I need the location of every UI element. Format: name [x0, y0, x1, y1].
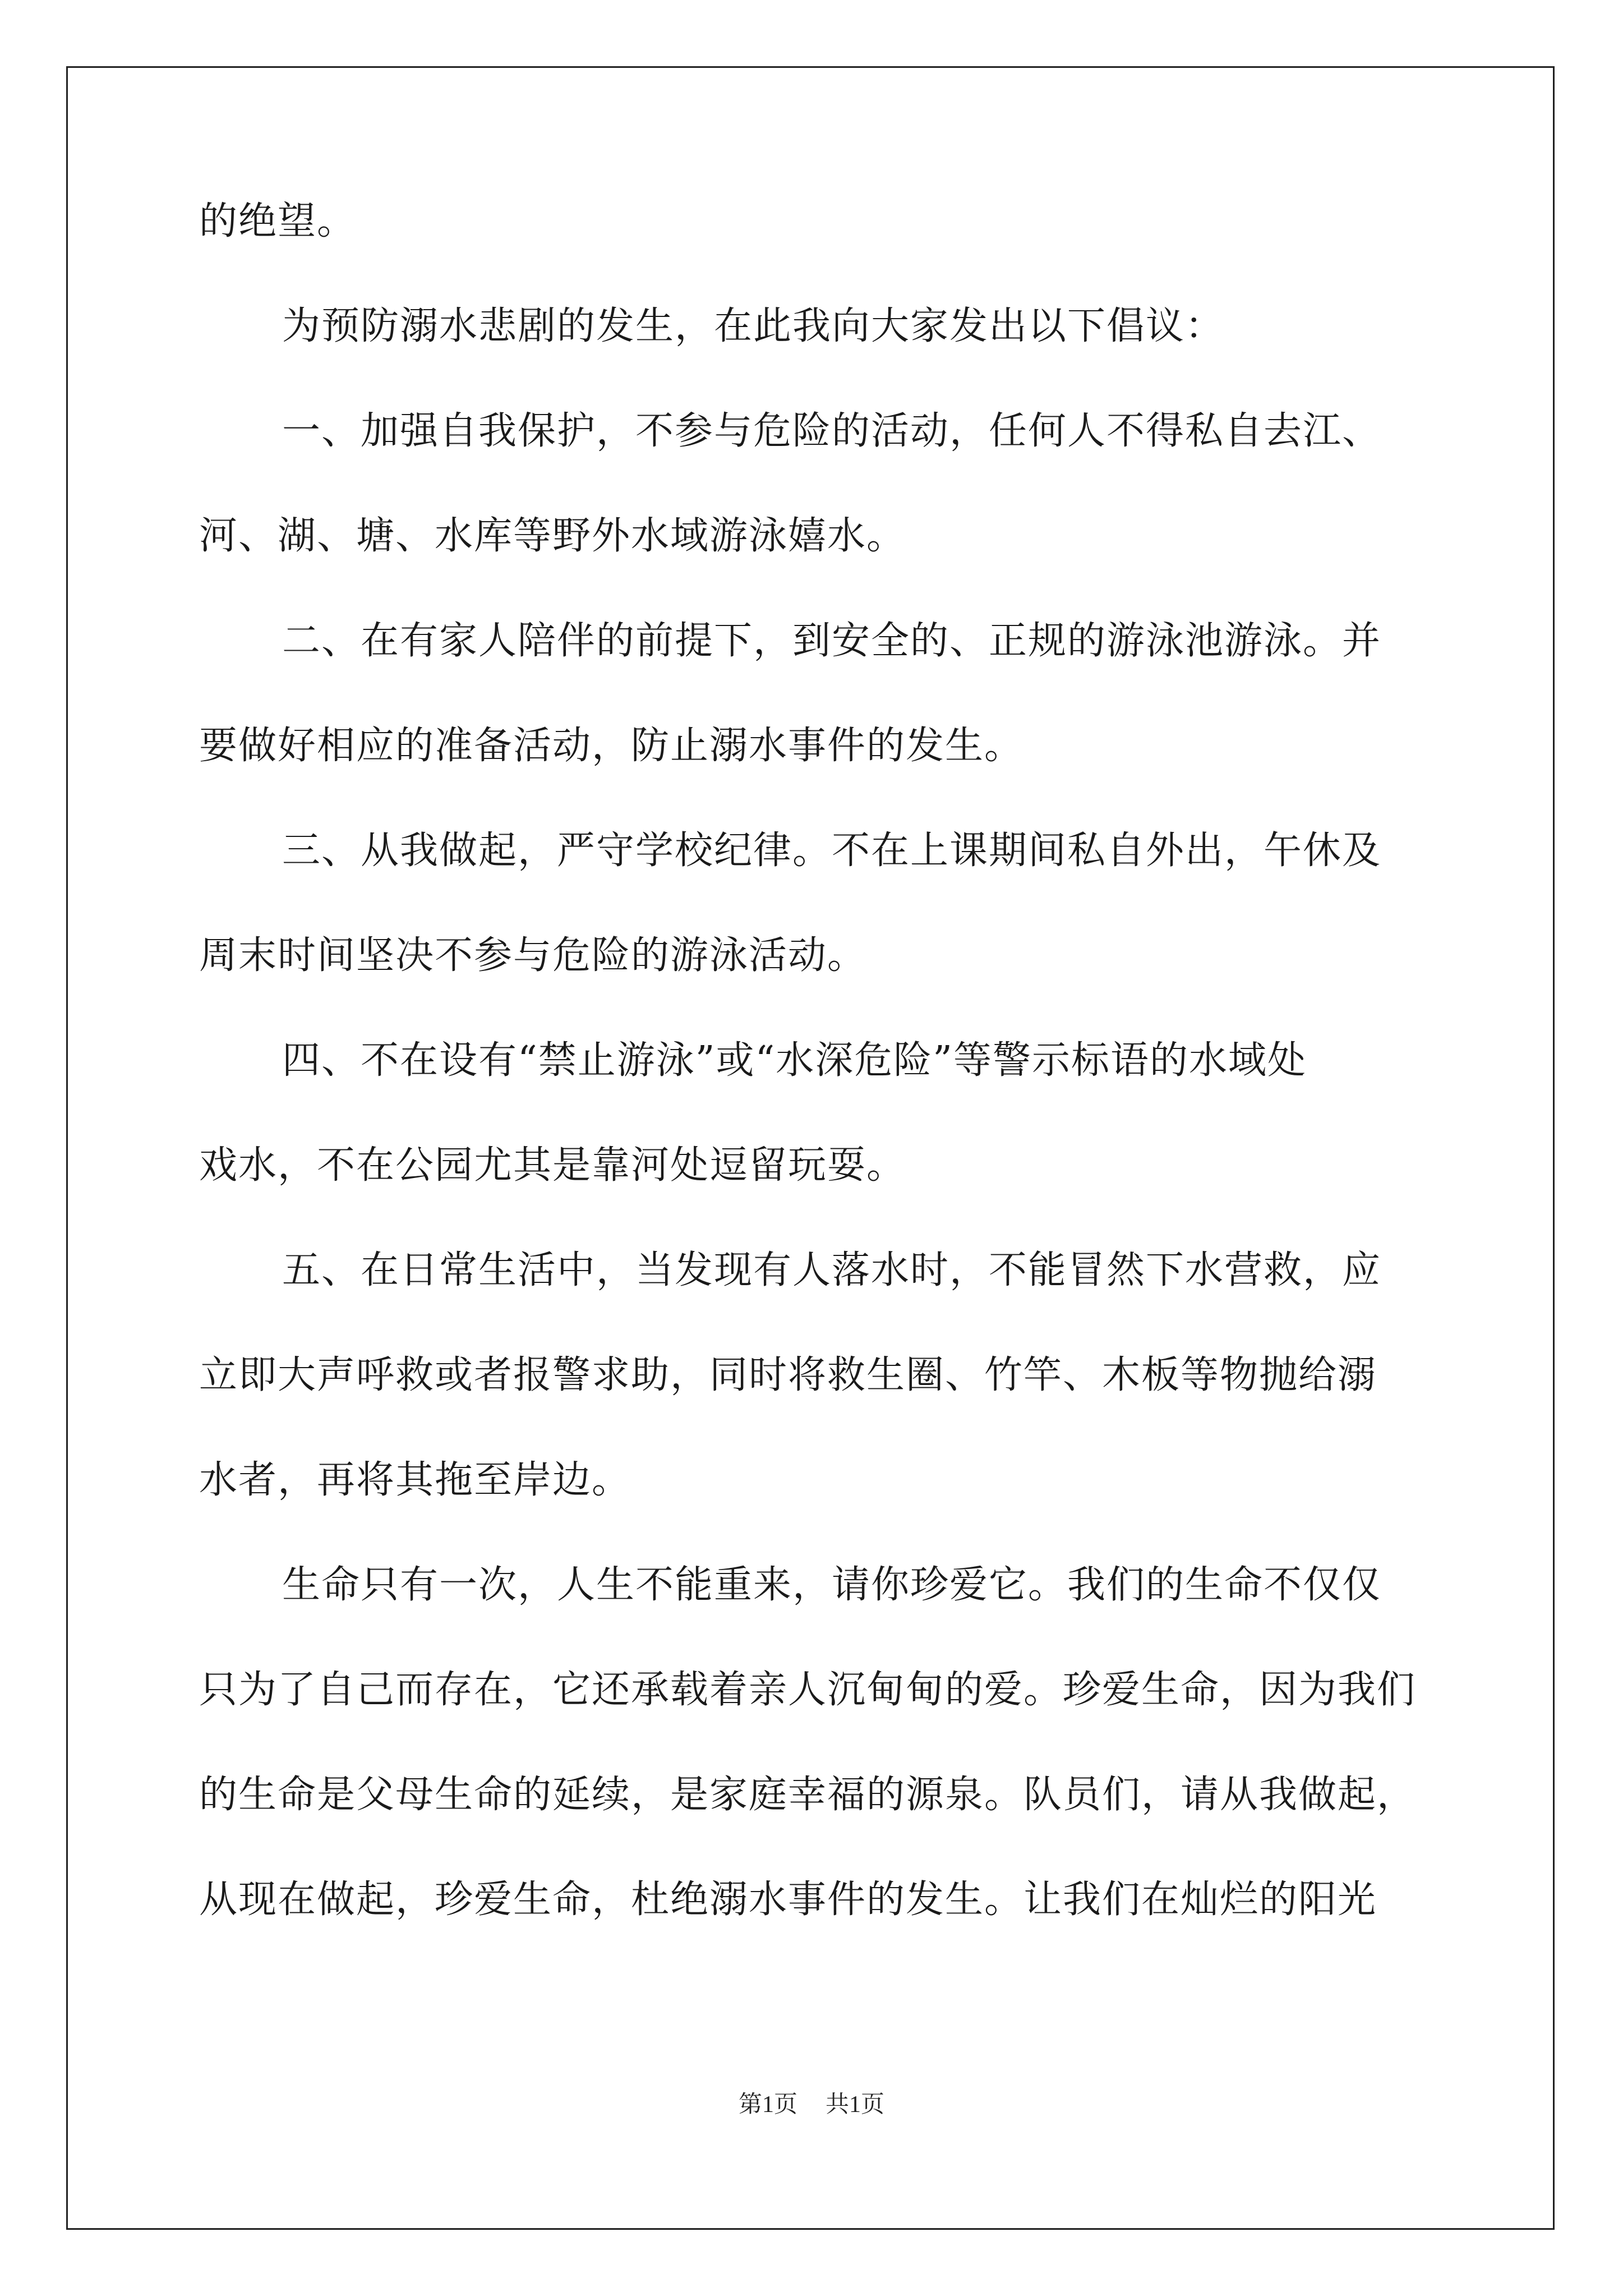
paragraph-line: 的绝望。: [199, 199, 357, 243]
page-number-current: 第1页: [738, 2092, 797, 2118]
paragraph-line: 一、加强自我保护，不参与危险的活动，任何人不得私自去江、: [282, 409, 1382, 453]
paragraph-line: 要做好相应的准备活动，防止溺水事件的发生。: [199, 724, 1024, 768]
paragraph-line: 戏水，不在公园尤其是靠河处逗留玩耍。: [199, 1143, 906, 1188]
page-footer: [0, 2088, 1623, 2122]
page-number-total: 共1页: [826, 2092, 885, 2118]
paragraph-line: 水者，再将其拖至岸边。: [199, 1458, 631, 1502]
paragraph-line: 只为了自己而存在，它还承载着亲人沉甸甸的爱。珍爱生命，因为我们: [199, 1668, 1417, 1712]
paragraph-line: 立即大声呼救或者报警求助，同时将救生圈、竹竿、木板等物抛给溺: [199, 1353, 1377, 1397]
paragraph-line: 周末时间坚决不参与危险的游泳活动。: [199, 933, 867, 978]
paragraph-line: 四、不在设有“禁止游泳”或“水深危险”等警示标语的水域处: [282, 1038, 1307, 1083]
paragraph-line: 为预防溺水悲剧的发生，在此我向大家发出以下倡议：: [282, 304, 1225, 348]
paragraph-line: 五、在日常生活中，当发现有人落水时，不能冒然下水营救，应: [282, 1248, 1382, 1292]
paragraph-line: 的生命是父母生命的延续，是家庭幸福的源泉。队员们，请从我做起，: [199, 1773, 1417, 1817]
paragraph-line: 生命只有一次，人生不能重来，请你珍爱它。我们的生命不仅仅: [282, 1563, 1382, 1607]
paragraph-line: 河、湖、塘、水库等野外水域游泳嬉水。: [199, 514, 906, 558]
paragraph-line: 从现在做起，珍爱生命，杜绝溺水事件的发生。让我们在灿烂的阳光: [199, 1878, 1377, 1922]
paragraph-line: 二、在有家人陪伴的前提下，到安全的、正规的游泳池游泳。并: [282, 619, 1382, 663]
paragraph-line: 三、从我做起，严守学校纪律。不在上课期间私自外出，午休及: [282, 829, 1382, 873]
